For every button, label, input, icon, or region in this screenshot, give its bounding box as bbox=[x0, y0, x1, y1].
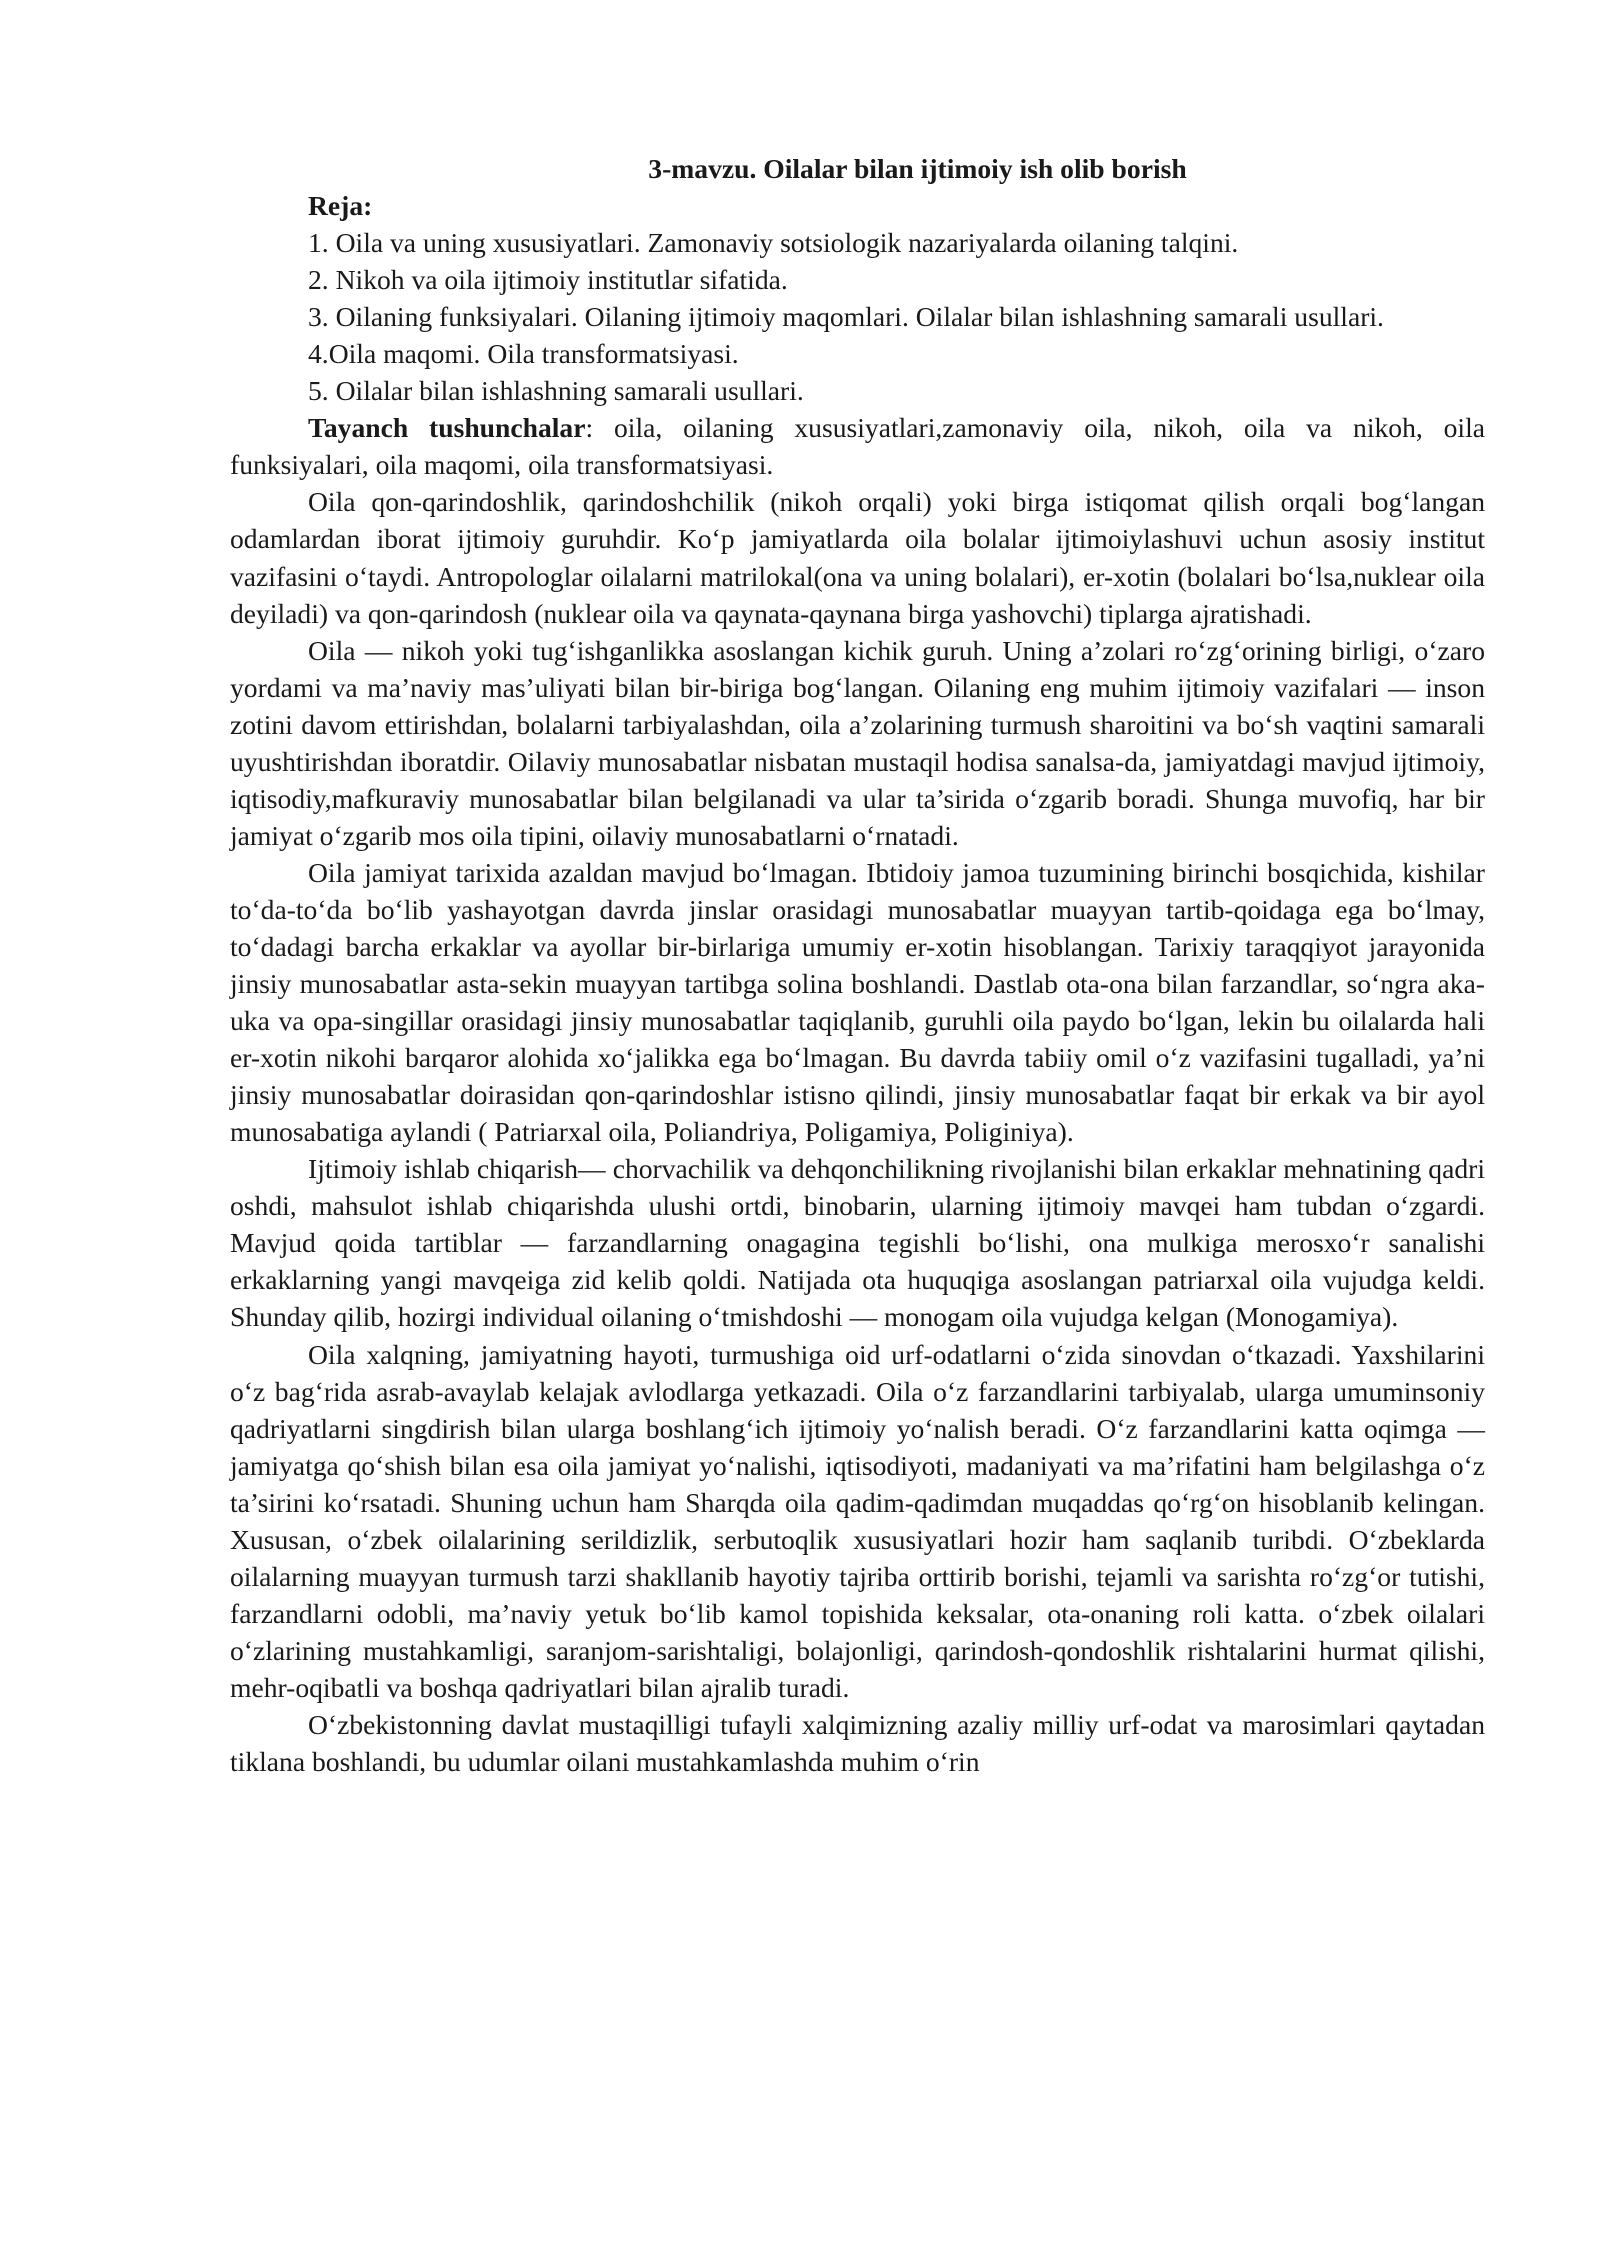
body-paragraph: O‘zbekistonning davlat mustaqilligi tufayli xalqimizning azaliy milliy urf-odat va marosimlari qaytadan tiklana boshlandi, bu udumlar oilani mustahkamlashda muhim o‘rin bbox=[230, 1708, 1485, 1778]
body-paragraph: Oila xalqning, jamiyatning hayoti, turmushiga oid urf-odatlarni o‘zida sinovdan o‘tkazadi. Yaxshilarini o‘z bag‘rida asrab-avaylab kelajak avlodlarga yetkazadi. Oila o‘z farzandlarini tarbiyalab, ularga umuminsoniy qadriyatlarni singdirish bilan ularga boshlang‘ich ijtimoiy yo‘nalish beradi. O‘z farzandlarini katta oqimga — jamiyatga qo‘shish bilan esa oila jamiyat yo‘nalishi, iqtisodiyoti, madaniyati va ma’rifatini ham belgilashga o‘z ta’sirini ko‘rsatadi. Shuning uchun ham Sharqda oila qadim-qadimdan muqaddas qo‘rg‘on hisoblanib kelingan. Xususan, o‘zbek oilalarining serildizlik, serbutoqlik xususiyatlari hozir ham saqlanib turibdi. O‘zbeklarda oilalarning muayyan turmush tarzi shakllanib hayotiy tajriba orttirib borishi, tejamli va sarishta ro‘zg‘or tutishi, farzandlarni odobli, ma’naviy yetuk bo‘lib kamol topishida keksalar, ota-onaning roli katta. o‘zbek oilalari o‘zlarining mustahkamligi, saranjom-sarishtaligi, bolajonligi, qarindosh-qondoshlik rishtalarini hurmat qilishi, mehr-oqibatli va boshqa qadriyatlari bilan ajralib turadi. bbox=[230, 1338, 1485, 1703]
key-terms-paragraph bbox=[230, 409, 1485, 483]
plan-item: 2. Nikoh va oila ijtimoiy institutlar sifatida. bbox=[308, 264, 788, 296]
plan-item: 3. Oilaning funksiyalari. Oilaning ijtimoiy maqomlari. Oilalar bilan ishlashning samarali usullari. bbox=[308, 301, 1384, 333]
key-terms-label: Tayanch tushunchalar bbox=[308, 412, 586, 444]
key-terms-text: : oila, oilaning xususiyatlari,zamonaviy oila, nikoh, oila va nikoh, oila funksiyalari, oila maqomi, oila transformatsiyasi. bbox=[230, 412, 1486, 481]
plan-item: 5. Oilalar bilan ishlashning samarali usullari. bbox=[308, 375, 804, 407]
body-paragraph: Ijtimoiy ishlab chiqarish— chorvachilik va dehqonchilikning rivojlanishi bilan erkaklar mehnatining qadri oshdi, mahsulot ishlab chiqarishda ulushi ortdi, binobarin, ularning ijtimoiy mavqei ham tubdan o‘zgardi. Mavjud qoida tartiblar — farzandlarning onagagina tegishli bo‘lishi, ona mulkiga merosxo‘r sanalishi erkaklarning yangi mavqeiga zid kelib qoldi. Natijada ota huquqiga asoslangan patriarxal oila vujudga keldi. Shunday qilib, hozirgi individual oilaning o‘tmishdoshi — monogam oila vujudga kelgan (Monogamiya). bbox=[230, 1153, 1485, 1333]
plan-item: 4.Oila maqomi. Oila transformatsiyasi. bbox=[308, 338, 739, 370]
body-paragraph: Oila jamiyat tarixida azaldan mavjud bo‘lmagan. Ibtidoiy jamoa tuzumining birinchi bosqichida, kishilar to‘da-to‘da bo‘lib yashayotgan davrda jinslar orasidagi munosabatlar muayyan tartib-qoidaga ega bo‘lmay, to‘dadagi barcha erkaklar va ayollar bir-birlariga umumiy er-xotin hisoblangan. Tarixiy taraqqiyot jarayonida jinsiy munosabatlar asta-sekin muayyan tartibga solina boshlandi. Dastlab ota-ona bilan farzandlar, so‘ngra aka-uka va opa-singillar orasidagi jinsiy munosabatlar taqiqlanib, guruhli oila paydo bo‘lgan, lekin bu oilalarda hali er-xotin nikohi barqaror alohida xo‘jalikka ega bo‘lmagan. Bu davrda tabiiy omil o‘z vazifasini tugalladi, ya’ni jinsiy munosabatlar doirasidan qon-qarindoshlar istisno qilindi, jinsiy munosabatlar faqat bir erkak va bir ayol munosabatiga aylandi ( Patriarxal oila, Poliandriya, Poligamiya, Poliginiya). bbox=[230, 856, 1485, 1148]
body-paragraph: Oila qon-qarindoshlik, qarindoshchilik (nikoh orqali) yoki birga istiqomat qilish orqali bog‘langan odamlardan iborat ijtimoiy guruhdir. Ko‘p jamiyatlarda oila bolalar ijtimoiylashuvi uchun asosiy institut vazifasini o‘taydi. Antropologlar oilalarni matrilokal(ona va uning bolalari), er-xotin (bolalari bo‘lsa,nuklear oila deyiladi) va qon-qarindosh (nuklear oila va qaynata-qaynana birga yashovchi) tiplarga ajratishadi. bbox=[230, 486, 1485, 629]
plan-list bbox=[230, 224, 1485, 409]
document-title: 3-mavzu. Oilalar bilan ijtimoiy ish olib borish bbox=[648, 153, 1187, 184]
document-body bbox=[230, 150, 1485, 1780]
plan-item: 1. Oila va uning xususiyatlari. Zamonaviy sotsiologik nazariyalarda oilaning talqini. bbox=[308, 227, 1239, 259]
plan-heading: Reja: bbox=[308, 190, 373, 222]
body-paragraph: Oila — nikoh yoki tug‘ishganlikka asoslangan kichik guruh. Uning a’zolari ro‘zg‘orining birligi, o‘zaro yordami va ma’naviy mas’uliyati bilan bir-biriga bog‘langan. Oilaning eng muhim ijtimoiy vazifalari — inson zotini davom ettirishdan, bolalarni tarbiyalashdan, oila a’zolarining turmush sharoitini va bo‘sh vaqtini samarali uyushtirishdan iboratdir. Oilaviy munosabatlar nisbatan mustaqil hodisa sanalsa-da, jamiyatdagi mavjud ijtimoiy, iqtisodiy,mafkuraviy munosabatlar bilan belgilanadi va ular ta’sirida o‘zgarib boradi. Shunga muvofiq, har bir jamiyat o‘zgarib mos oila tipini, oilaviy munosabatlarni o‘rnatadi. bbox=[230, 634, 1485, 851]
